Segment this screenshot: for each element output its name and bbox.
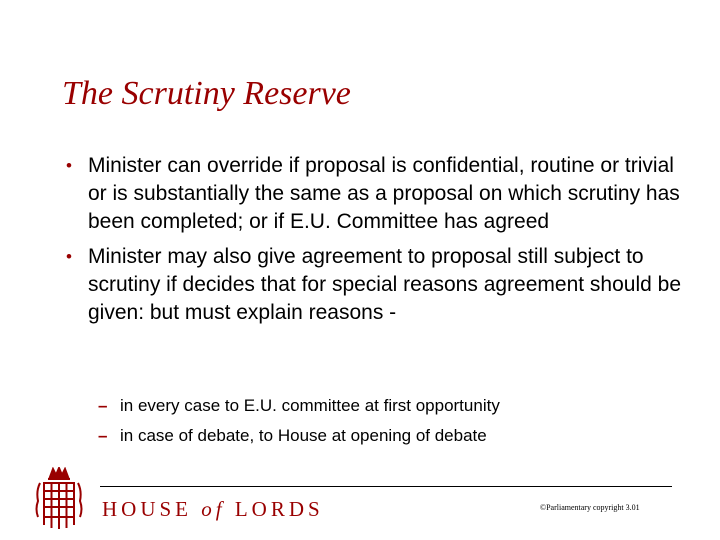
sub-bullet-text: in every case to E.U. committee at first opportunity (120, 396, 500, 415)
wordmark-house: HOUSE (102, 497, 193, 521)
wordmark-lords: LORDS (234, 497, 324, 521)
bullet-icon: • (66, 156, 72, 175)
bullet-icon: • (66, 247, 72, 266)
dash-icon: – (98, 426, 108, 445)
bullet-text: Minister can override if proposal is confidential, routine or trivial or is substantially the same as a proposal on which scrutiny has been completed; or if E.U. Committee has agreed (88, 154, 680, 233)
sub-bullet-item (98, 394, 658, 418)
bullet-text: Minister may also give agreement to proposal still subject to scrutiny if decides that for special reasons agreement should be given: but must explain reasons - (88, 245, 681, 324)
wordmark-of: of (201, 497, 226, 521)
sub-bullet-list (98, 394, 658, 454)
house-of-lords-wordmark (102, 496, 324, 522)
footer-divider (100, 486, 672, 487)
copyright-notice: ©Parliamentary copyright 3.01 (540, 503, 640, 512)
bullet-list (62, 152, 682, 334)
sub-bullet-item (98, 424, 658, 448)
bullet-item (62, 243, 682, 327)
slide-title: The Scrutiny Reserve (62, 75, 351, 112)
sub-bullet-text: in case of debate, to House at opening of debate (120, 426, 487, 445)
bullet-item (62, 152, 682, 236)
portcullis-icon (30, 467, 88, 531)
dash-icon: – (98, 396, 108, 415)
